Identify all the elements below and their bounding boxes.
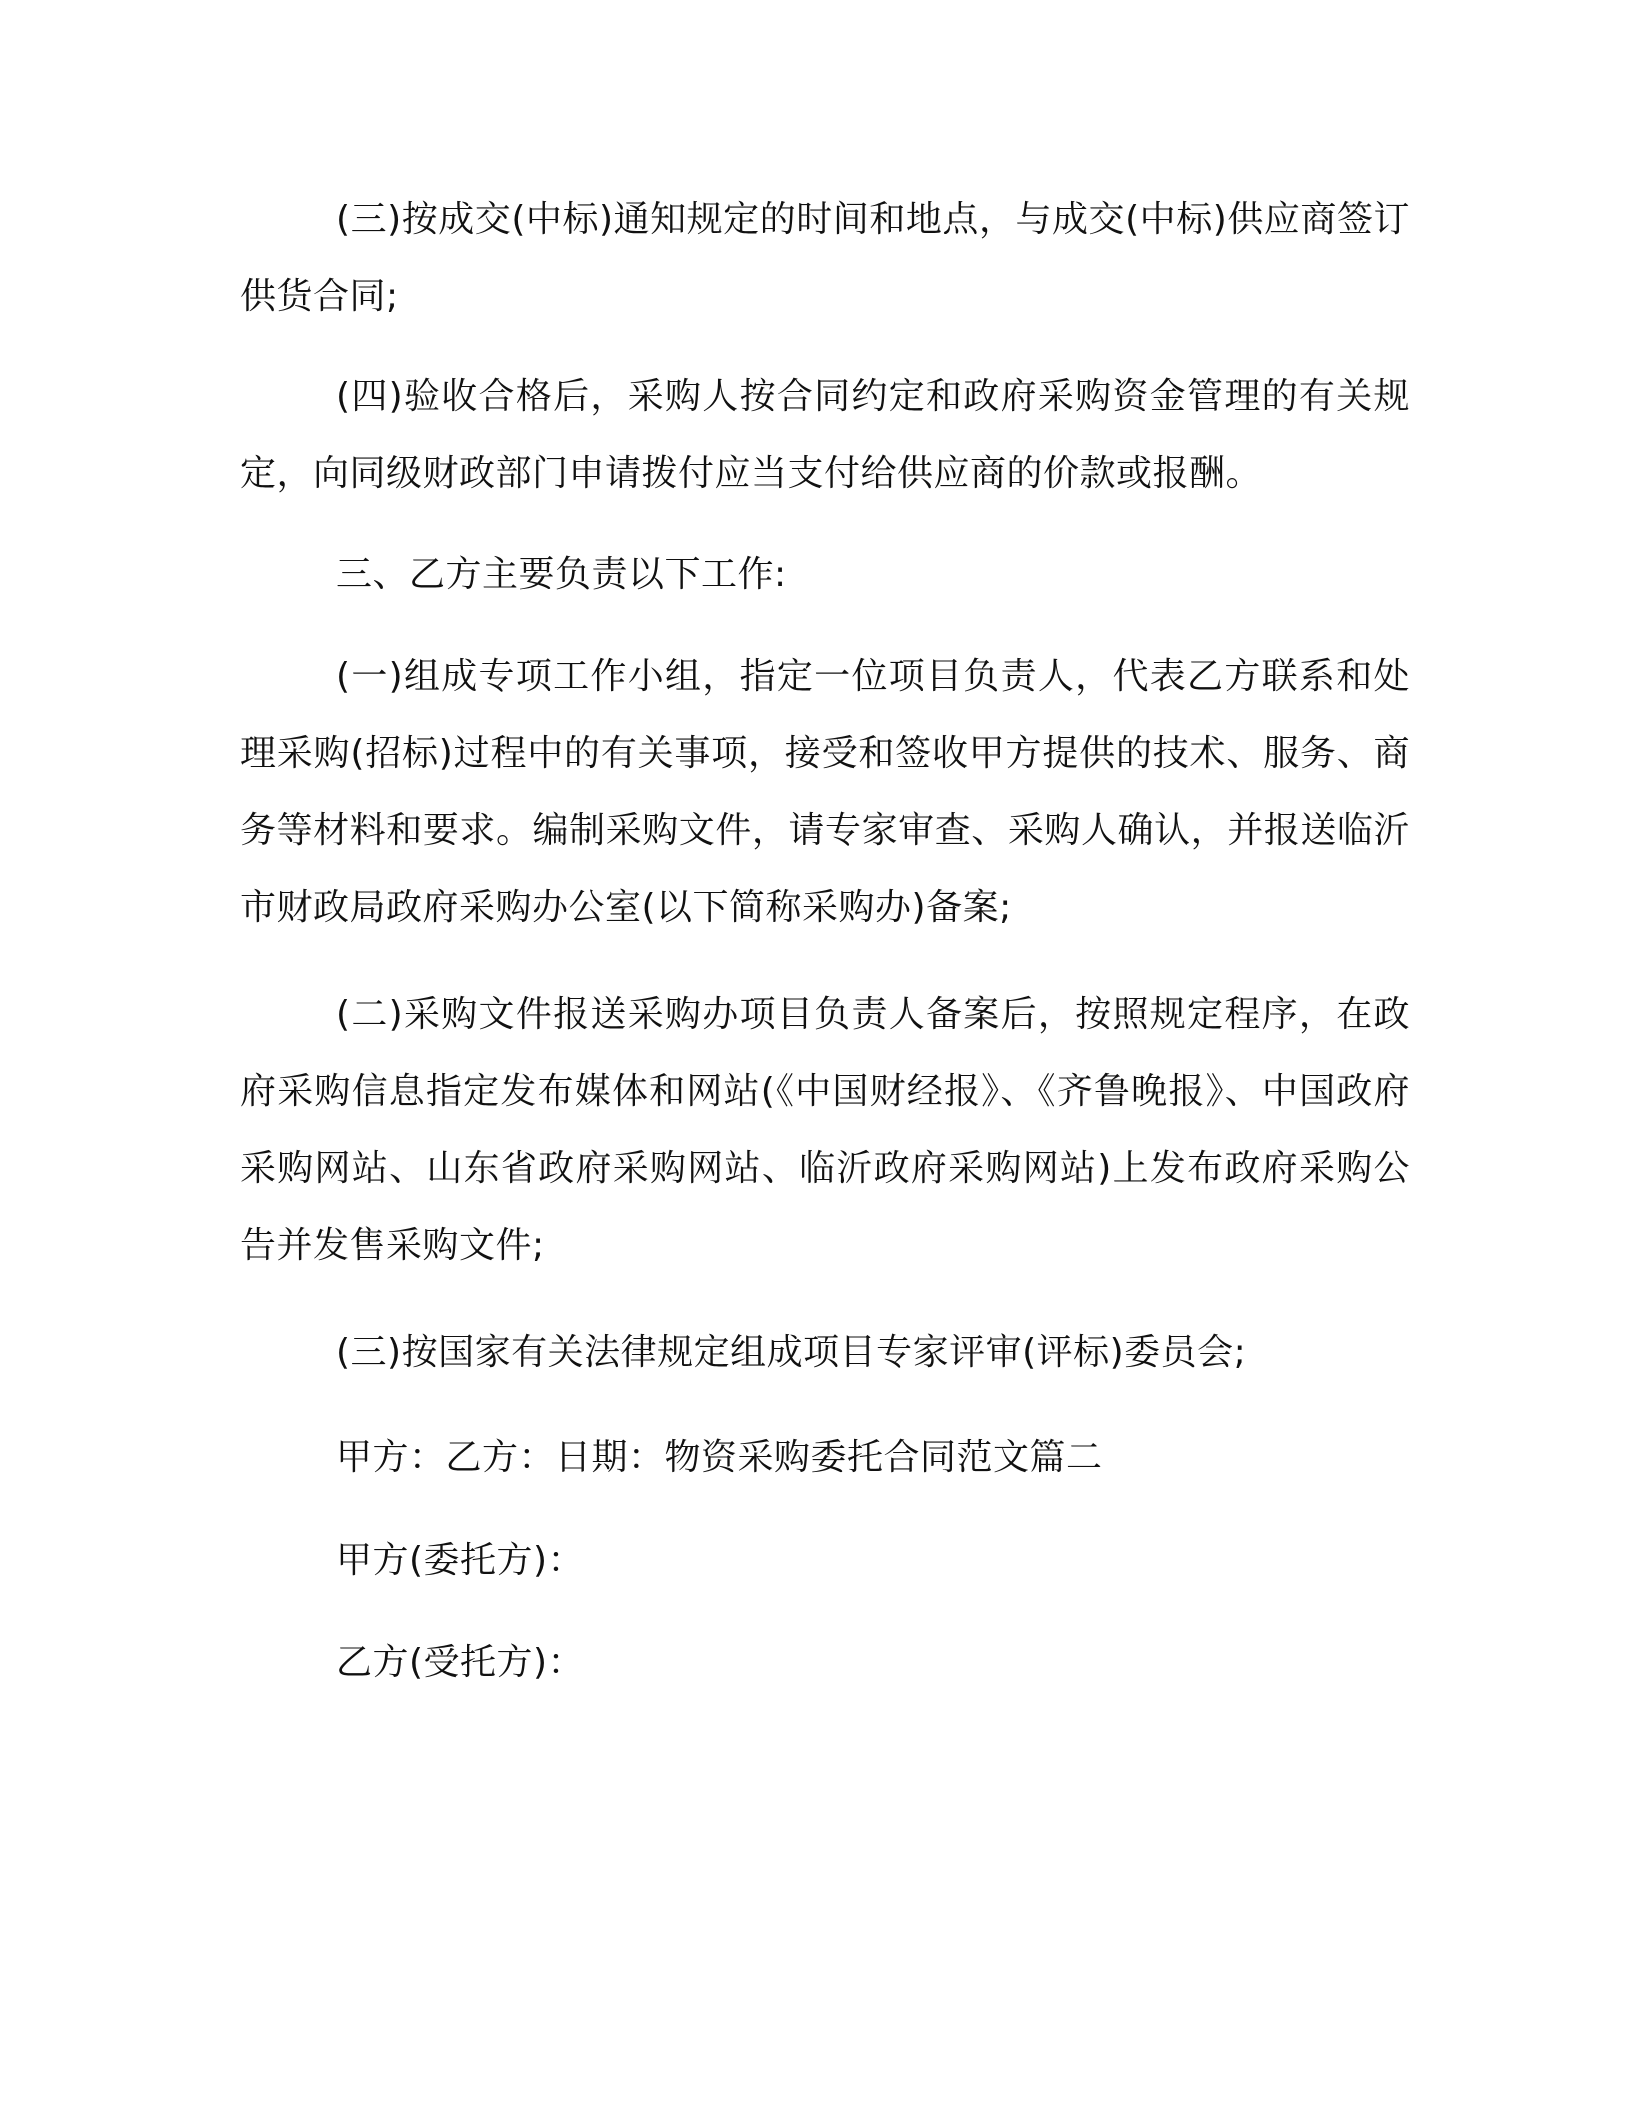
party-b-label: 乙方(受托方)：: [336, 1642, 585, 1683]
paragraph-publish-announcement: (二)采购文件报送采购办项目负责人备案后，按照规定程序，在政府采购信息指定发布媒体和网站(《中国财经报》、《齐鲁晚报》、中国政府采购网站、山东省政府采购网站、临沂政府采购网站)上发布政府采购公告并发售采购文件;: [240, 994, 1410, 1266]
signature-line-and-title: 甲方：乙方：日期：物资采购委托合同范文篇二: [336, 1437, 1103, 1478]
paragraph-sign-supply-contract: (三)按成交(中标)通知规定的时间和地点，与成交(中标)供应商签订供货合同;: [240, 199, 1410, 317]
paragraph-expert-committee: (三)按国家有关法律规定组成项目专家评审(评标)委员会;: [336, 1332, 1247, 1373]
paragraph-payment-after-acceptance: (四)验收合格后，采购人按合同约定和政府采购资金管理的有关规定，向同级财政部门申请拨付应当支付给供应商的价款或报酬。: [240, 376, 1410, 494]
section-heading-party-b-duties: 三、乙方主要负责以下工作:: [336, 554, 787, 595]
party-a-label: 甲方(委托方)：: [336, 1540, 585, 1581]
paragraph-project-team: (一)组成专项工作小组，指定一位项目负责人，代表乙方联系和处理采购(招标)过程中的有关事项，接受和签收甲方提供的技术、服务、商务等材料和要求。编制采购文件，请专家审查、采购人确认，并报送临沂市财政局政府采购办公室(以下简称采购办)备案;: [240, 656, 1410, 928]
